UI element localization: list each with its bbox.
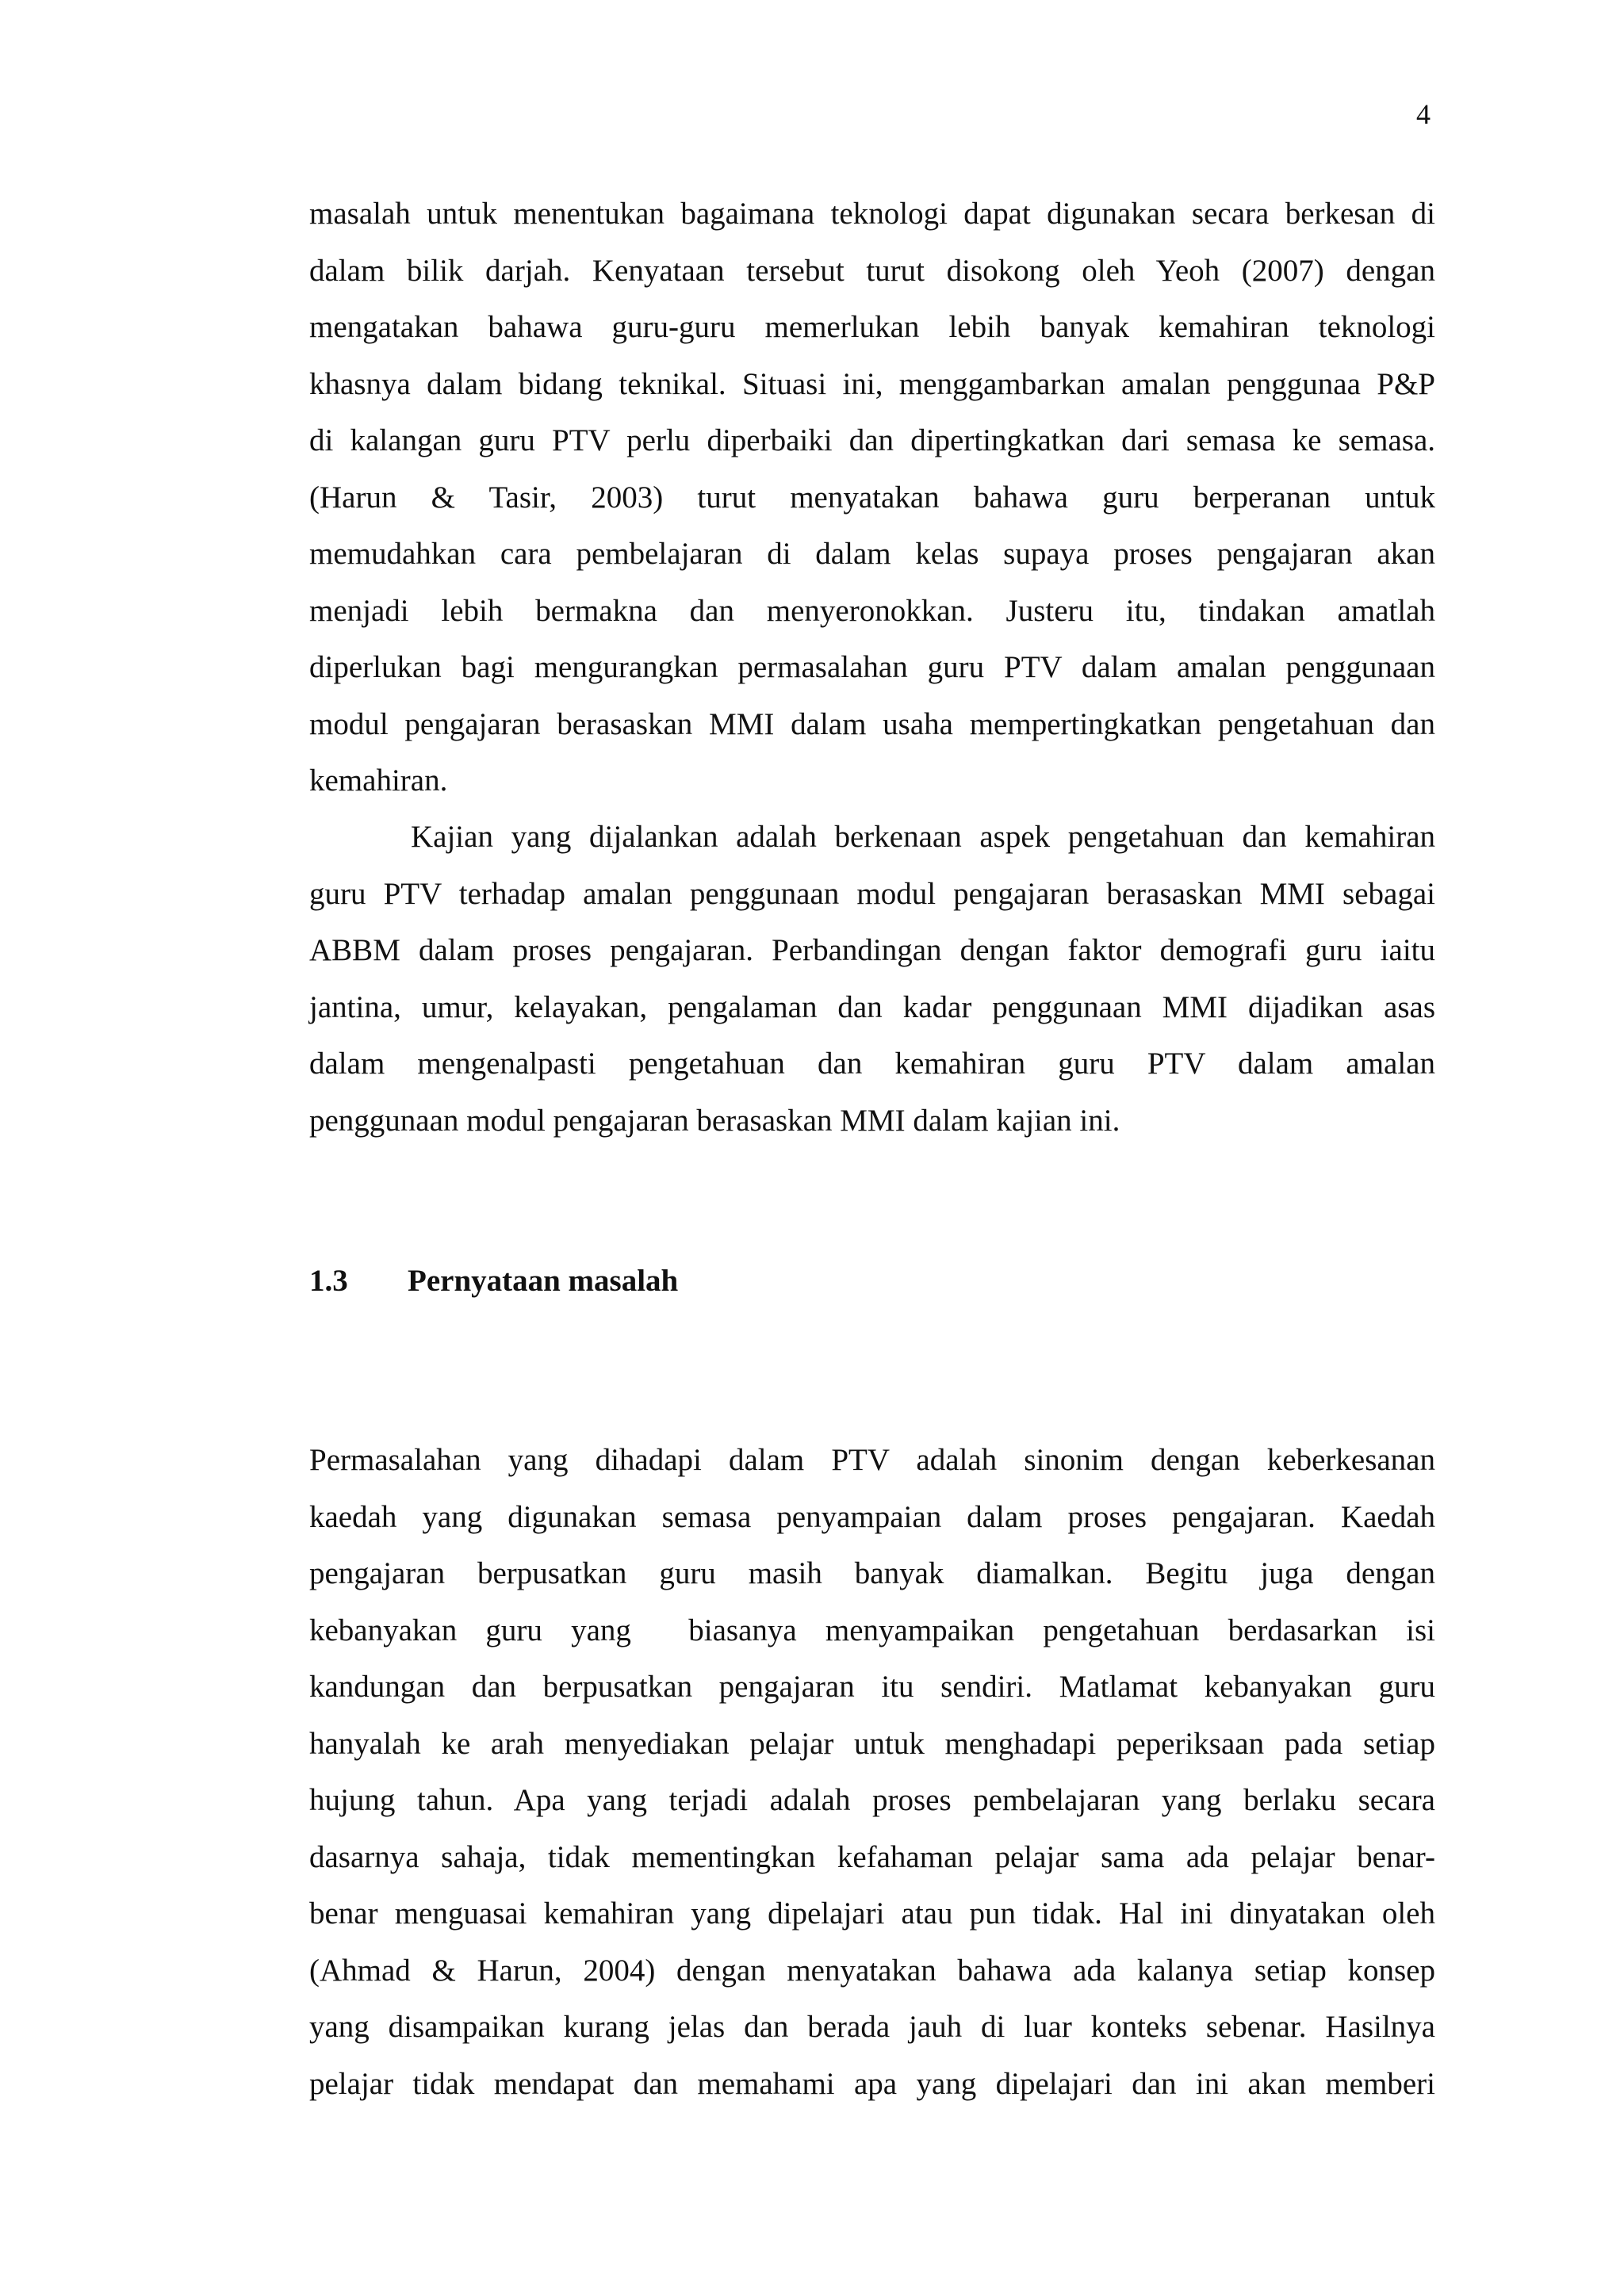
text-line: guru PTV terhadap amalan penggunaan modul pengajaran berasaskan MMI sebagai <box>309 876 1435 911</box>
text-line: modul pengajaran berasaskan MMI dalam usaha mempertingkatkan pengetahuan dan <box>309 706 1435 741</box>
section-title: Pernyataan masalah <box>408 1264 679 1298</box>
text-line: jantina, umur, kelayakan, pengalaman dan kadar penggunaan MMI dijadikan asas <box>309 989 1435 1024</box>
text-line: menjadi lebih bermakna dan menyeronokkan. Justeru itu, tindakan amatlah <box>309 593 1435 628</box>
text-line: kemahiran. <box>309 763 448 798</box>
text-line: pelajar tidak mendapat dan memahami apa yang dipelajari dan ini akan memberi <box>309 2066 1435 2101</box>
section-number: 1.3 <box>309 1264 348 1298</box>
text-line: memudahkan cara pembelajaran di dalam kelas supaya proses pengajaran akan <box>309 537 1435 571</box>
text-line: Kajian yang dijalankan adalah berkenaan aspek pengetahuan dan kemahiran <box>411 820 1435 854</box>
text-line: (Ahmad & Harun, 2004) dengan menyatakan bahawa ada kalanya setiap konsep <box>309 1953 1435 1988</box>
section-heading <box>309 1265 678 1296</box>
text-line: kebanyakan guru yang biasanya menyampaikan pengetahuan berdasarkan isi <box>309 1613 1435 1647</box>
text-line: kandungan dan berpusatkan pengajaran itu sendiri. Matlamat kebanyakan guru <box>309 1670 1435 1704</box>
text-line: diperlukan bagi mengurangkan permasalahan guru PTV dalam amalan penggunaan <box>309 650 1435 684</box>
paragraph-2 <box>309 809 1435 1149</box>
text-line: Permasalahan yang dihadapi dalam PTV adalah sinonim dengan keberkesanan <box>309 1443 1435 1477</box>
text-line: benar menguasai kemahiran yang dipelajari atau pun tidak. Hal ini dinyatakan oleh <box>309 1896 1435 1931</box>
text-line: dalam mengenalpasti pengetahuan dan kemahiran guru PTV dalam amalan <box>309 1047 1435 1081</box>
text-line: yang disampaikan kurang jelas dan berada jauh di luar konteks sebenar. Hasilnya <box>309 2010 1435 2044</box>
text-line: di kalangan guru PTV perlu diperbaiki dan dipertingkatkan dari semasa ke semasa. <box>309 423 1435 457</box>
text-line: dasarnya sahaja, tidak mementingkan kefahaman pelajar sama ada pelajar benar- <box>309 1839 1435 1874</box>
text-line: (Harun & Tasir, 2003) turut menyatakan bahawa guru berperanan untuk <box>309 480 1435 515</box>
text-line: hujung tahun. Apa yang terjadi adalah proses pembelajaran yang berlaku secara <box>309 1783 1435 1817</box>
text-line: ABBM dalam proses pengajaran. Perbandingan dengan faktor demografi guru iaitu <box>309 933 1435 967</box>
text-line: penggunaan modul pengajaran berasaskan MMI dalam kajian ini. <box>309 1103 1120 1138</box>
page-number: 4 <box>1416 98 1431 130</box>
text-line: mengatakan bahawa guru-guru memerlukan lebih banyak kemahiran teknologi <box>309 310 1435 344</box>
text-line: khasnya dalam bidang teknikal. Situasi ini, menggambarkan amalan penggunaa P&P <box>309 366 1435 401</box>
text-line: masalah untuk menentukan bagaimana teknologi dapat digunakan secara berkesan di <box>309 197 1435 231</box>
text-line: pengajaran berpusatkan guru masih banyak diamalkan. Begitu juga dengan <box>309 1556 1435 1590</box>
paragraph-3 <box>309 1432 1435 2112</box>
text-line: kaedah yang digunakan semasa penyampaian dalam proses pengajaran. Kaedah <box>309 1499 1435 1534</box>
text-line: dalam bilik darjah. Kenyataan tersebut turut disokong oleh Yeoh (2007) dengan <box>309 253 1435 288</box>
text-line: hanyalah ke arah menyediakan pelajar untuk menghadapi peperiksaan pada setiap <box>309 1726 1435 1761</box>
paragraph-1 <box>309 186 1435 809</box>
